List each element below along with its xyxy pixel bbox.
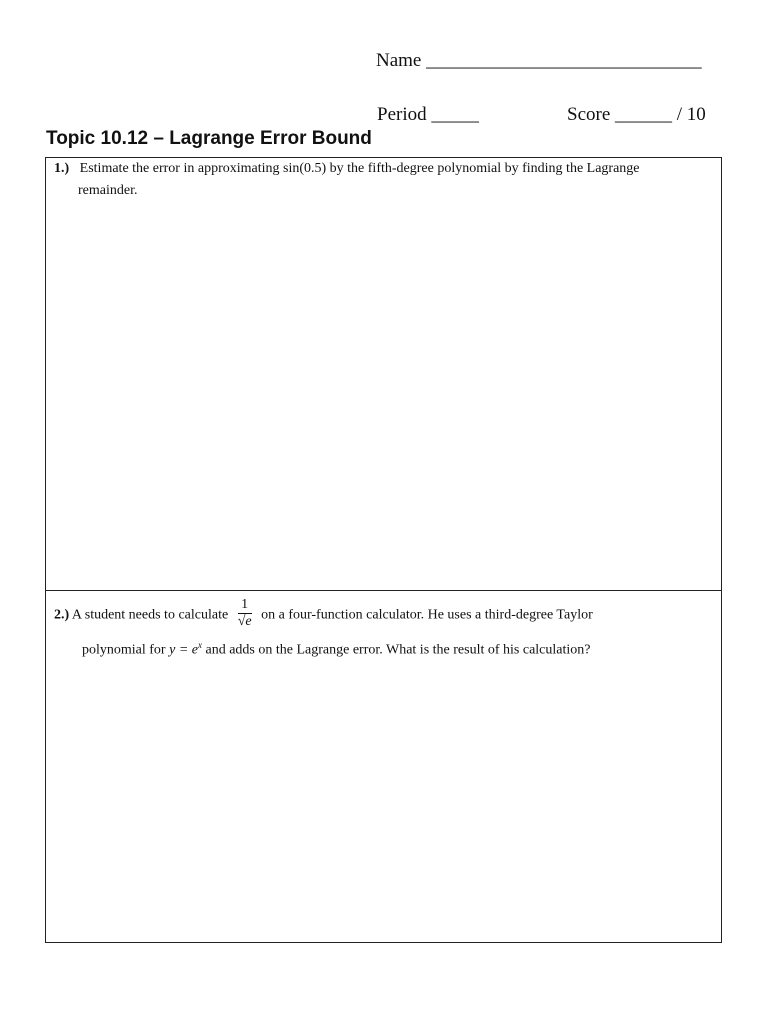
question-2-line2 — [82, 634, 590, 662]
question-1-box — [45, 157, 722, 591]
question-2-number: 2.) — [54, 607, 70, 623]
question-2-line2-before: polynomial for — [82, 642, 166, 658]
equation-y-equals-e: y = e — [169, 642, 198, 658]
fraction-numerator: 1 — [238, 597, 252, 614]
fraction-denominator: √e — [237, 614, 252, 629]
exponent-x: x — [197, 640, 202, 650]
question-2-line2-after: and adds on the Lagrange error. What is the result of his calculation? — [205, 642, 591, 658]
score-field-label: Score ______ / 10 — [567, 104, 706, 125]
question-1-text — [54, 158, 704, 180]
fraction-one-over-root-e — [238, 597, 252, 630]
question-2-box — [45, 590, 722, 943]
name-field-label: Name _____________________________ — [376, 50, 702, 71]
question-2-line1 — [54, 599, 593, 632]
question-1-line1: Estimate the error in approximating sin(0.5) by the fifth-degree polynomial by finding the Lagrange — [79, 161, 640, 176]
question-2-text-after: on a four-function calculator. He uses a third-degree Taylor — [261, 607, 593, 623]
question-1-number: 1.) — [54, 161, 70, 176]
question-1-line2: remainder. — [78, 183, 138, 198]
period-field-label: Period _____ — [377, 104, 479, 125]
page-title: Topic 10.12 – Lagrange Error Bound — [46, 128, 372, 149]
question-2-text-before: A student needs to calculate — [71, 607, 229, 623]
